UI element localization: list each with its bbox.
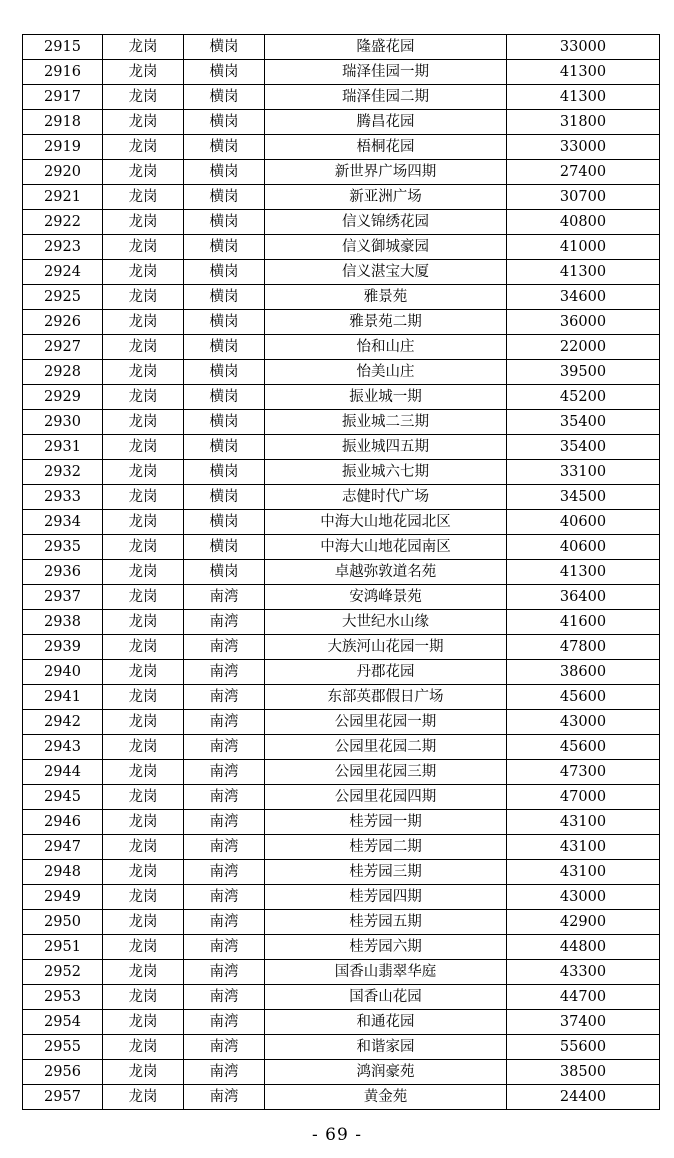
property-name-cell: 振业城一期 [265,385,507,410]
property-name-cell: 振业城四五期 [265,435,507,460]
row-number-cell: 2921 [23,185,103,210]
property-name-cell: 桂芳园四期 [265,885,507,910]
district-cell: 龙岗 [103,35,184,60]
property-name-cell: 腾昌花园 [265,110,507,135]
subdistrict-cell: 横岗 [184,535,265,560]
table-row [23,60,660,85]
district-cell: 龙岗 [103,785,184,810]
property-name-cell: 大世纪水山缘 [265,610,507,635]
subdistrict-cell: 横岗 [184,60,265,85]
row-number-cell: 2945 [23,785,103,810]
district-cell: 龙岗 [103,260,184,285]
table-body [23,35,660,1110]
subdistrict-cell: 横岗 [184,235,265,260]
district-cell: 龙岗 [103,335,184,360]
table-row [23,485,660,510]
table-row [23,985,660,1010]
row-number-cell: 2948 [23,860,103,885]
row-number-cell: 2942 [23,710,103,735]
table-row [23,435,660,460]
reference-price-cell: 31800 [507,110,660,135]
property-name-cell: 鸿润豪苑 [265,1060,507,1085]
row-number-cell: 2934 [23,510,103,535]
row-number-cell: 2937 [23,585,103,610]
property-name-cell: 桂芳园二期 [265,835,507,860]
table-row [23,610,660,635]
reference-price-cell: 33000 [507,35,660,60]
subdistrict-cell: 南湾 [184,885,265,910]
subdistrict-cell: 南湾 [184,960,265,985]
row-number-cell: 2956 [23,1060,103,1085]
reference-price-cell: 38600 [507,660,660,685]
district-cell: 龙岗 [103,660,184,685]
property-name-cell: 桂芳园五期 [265,910,507,935]
row-number-cell: 2951 [23,935,103,960]
row-number-cell: 2923 [23,235,103,260]
district-cell: 龙岗 [103,360,184,385]
subdistrict-cell: 横岗 [184,510,265,535]
district-cell: 龙岗 [103,735,184,760]
reference-price-cell: 43100 [507,860,660,885]
table-row [23,760,660,785]
reference-price-cell: 33100 [507,460,660,485]
reference-price-cell: 43000 [507,885,660,910]
reference-price-cell: 38500 [507,1060,660,1085]
property-name-cell: 公园里花园三期 [265,760,507,785]
property-name-cell: 桂芳园六期 [265,935,507,960]
district-cell: 龙岗 [103,85,184,110]
district-cell: 龙岗 [103,810,184,835]
property-name-cell: 桂芳园三期 [265,860,507,885]
subdistrict-cell: 南湾 [184,585,265,610]
reference-price-cell: 24400 [507,1085,660,1110]
table-row [23,1010,660,1035]
district-cell: 龙岗 [103,935,184,960]
property-name-cell: 公园里花园二期 [265,735,507,760]
subdistrict-cell: 横岗 [184,485,265,510]
property-name-cell: 公园里花园四期 [265,785,507,810]
row-number-cell: 2929 [23,385,103,410]
subdistrict-cell: 横岗 [184,285,265,310]
property-name-cell: 丹郡花园 [265,660,507,685]
table-row [23,360,660,385]
table-row [23,510,660,535]
subdistrict-cell: 南湾 [184,1010,265,1035]
reference-price-cell: 34500 [507,485,660,510]
table-row [23,535,660,560]
table-row [23,785,660,810]
property-name-cell: 黄金苑 [265,1085,507,1110]
row-number-cell: 2943 [23,735,103,760]
row-number-cell: 2935 [23,535,103,560]
reference-price-cell: 41300 [507,260,660,285]
district-cell: 龙岗 [103,185,184,210]
property-name-cell: 公园里花园一期 [265,710,507,735]
table-row [23,860,660,885]
table-row [23,335,660,360]
district-cell: 龙岗 [103,610,184,635]
district-cell: 龙岗 [103,385,184,410]
subdistrict-cell: 南湾 [184,1085,265,1110]
subdistrict-cell: 横岗 [184,335,265,360]
reference-price-cell: 43000 [507,710,660,735]
reference-price-cell: 45600 [507,735,660,760]
reference-price-cell: 37400 [507,1010,660,1035]
subdistrict-cell: 南湾 [184,1060,265,1085]
subdistrict-cell: 南湾 [184,810,265,835]
reference-price-cell: 41300 [507,560,660,585]
table-row [23,960,660,985]
reference-price-cell: 45600 [507,685,660,710]
reference-price-cell: 27400 [507,160,660,185]
subdistrict-cell: 南湾 [184,860,265,885]
row-number-cell: 2936 [23,560,103,585]
reference-price-cell: 40600 [507,535,660,560]
reference-price-cell: 47000 [507,785,660,810]
table-row [23,235,660,260]
subdistrict-cell: 南湾 [184,785,265,810]
district-cell: 龙岗 [103,1035,184,1060]
reference-price-cell: 44700 [507,985,660,1010]
table-row [23,935,660,960]
subdistrict-cell: 南湾 [184,760,265,785]
table-row [23,310,660,335]
reference-price-cell: 43100 [507,835,660,860]
subdistrict-cell: 横岗 [184,210,265,235]
table-row [23,810,660,835]
district-cell: 龙岗 [103,635,184,660]
property-name-cell: 志健时代广场 [265,485,507,510]
property-name-cell: 卓越弥敦道名苑 [265,560,507,585]
row-number-cell: 2926 [23,310,103,335]
reference-price-cell: 41300 [507,60,660,85]
district-cell: 龙岗 [103,135,184,160]
district-cell: 龙岗 [103,210,184,235]
row-number-cell: 2947 [23,835,103,860]
table-row [23,285,660,310]
subdistrict-cell: 横岗 [184,85,265,110]
district-cell: 龙岗 [103,510,184,535]
property-name-cell: 中海大山地花园北区 [265,510,507,535]
table-row [23,885,660,910]
district-cell: 龙岗 [103,1085,184,1110]
property-name-cell: 中海大山地花园南区 [265,535,507,560]
row-number-cell: 2954 [23,1010,103,1035]
district-cell: 龙岗 [103,1060,184,1085]
property-name-cell: 梧桐花园 [265,135,507,160]
row-number-cell: 2940 [23,660,103,685]
table-row [23,410,660,435]
table-row [23,660,660,685]
subdistrict-cell: 横岗 [184,310,265,335]
subdistrict-cell: 南湾 [184,610,265,635]
reference-price-cell: 40600 [507,510,660,535]
row-number-cell: 2931 [23,435,103,460]
property-name-cell: 大族河山花园一期 [265,635,507,660]
row-number-cell: 2944 [23,760,103,785]
table-row [23,135,660,160]
row-number-cell: 2916 [23,60,103,85]
table-row [23,735,660,760]
row-number-cell: 2924 [23,260,103,285]
row-number-cell: 2927 [23,335,103,360]
property-name-cell: 信义湛宝大厦 [265,260,507,285]
reference-price-cell: 41600 [507,610,660,635]
subdistrict-cell: 横岗 [184,185,265,210]
subdistrict-cell: 横岗 [184,435,265,460]
reference-price-cell: 47300 [507,760,660,785]
reference-price-cell: 44800 [507,935,660,960]
subdistrict-cell: 横岗 [184,160,265,185]
row-number-cell: 2957 [23,1085,103,1110]
subdistrict-cell: 南湾 [184,985,265,1010]
district-cell: 龙岗 [103,460,184,485]
table-row [23,1060,660,1085]
row-number-cell: 2915 [23,35,103,60]
district-cell: 龙岗 [103,835,184,860]
row-number-cell: 2925 [23,285,103,310]
district-cell: 龙岗 [103,710,184,735]
reference-price-cell: 55600 [507,1035,660,1060]
subdistrict-cell: 南湾 [184,835,265,860]
district-cell: 龙岗 [103,160,184,185]
district-cell: 龙岗 [103,410,184,435]
subdistrict-cell: 横岗 [184,560,265,585]
district-cell: 龙岗 [103,435,184,460]
subdistrict-cell: 南湾 [184,910,265,935]
reference-price-cell: 39500 [507,360,660,385]
property-name-cell: 隆盛花园 [265,35,507,60]
district-cell: 龙岗 [103,585,184,610]
property-name-cell: 振业城六七期 [265,460,507,485]
subdistrict-cell: 南湾 [184,635,265,660]
property-name-cell: 信义锦绣花园 [265,210,507,235]
reference-price-cell: 34600 [507,285,660,310]
reference-price-cell: 35400 [507,435,660,460]
table-row [23,910,660,935]
row-number-cell: 2946 [23,810,103,835]
district-cell: 龙岗 [103,285,184,310]
subdistrict-cell: 横岗 [184,110,265,135]
subdistrict-cell: 横岗 [184,385,265,410]
reference-price-cell: 41300 [507,85,660,110]
district-cell: 龙岗 [103,310,184,335]
subdistrict-cell: 横岗 [184,260,265,285]
property-name-cell: 瑞泽佳园一期 [265,60,507,85]
table-row [23,685,660,710]
table-row [23,460,660,485]
reference-price-cell: 43100 [507,810,660,835]
reference-price-cell: 33000 [507,135,660,160]
property-name-cell: 桂芳园一期 [265,810,507,835]
table-row [23,160,660,185]
reference-price-cell: 47800 [507,635,660,660]
row-number-cell: 2918 [23,110,103,135]
property-name-cell: 安鸿峰景苑 [265,585,507,610]
subdistrict-cell: 南湾 [184,735,265,760]
price-table [22,34,660,1110]
table-row [23,185,660,210]
subdistrict-cell: 南湾 [184,710,265,735]
subdistrict-cell: 横岗 [184,360,265,385]
row-number-cell: 2930 [23,410,103,435]
row-number-cell: 2952 [23,960,103,985]
reference-price-cell: 30700 [507,185,660,210]
district-cell: 龙岗 [103,1010,184,1035]
table-row [23,210,660,235]
property-name-cell: 东部英郡假日广场 [265,685,507,710]
table-row [23,710,660,735]
row-number-cell: 2950 [23,910,103,935]
table-row [23,35,660,60]
table-row [23,560,660,585]
property-name-cell: 振业城二三期 [265,410,507,435]
reference-price-cell: 36000 [507,310,660,335]
district-cell: 龙岗 [103,960,184,985]
district-cell: 龙岗 [103,535,184,560]
district-cell: 龙岗 [103,485,184,510]
table-row [23,1085,660,1110]
subdistrict-cell: 南湾 [184,660,265,685]
row-number-cell: 2941 [23,685,103,710]
property-name-cell: 雅景苑 [265,285,507,310]
page-number: - 69 - [312,1125,362,1145]
row-number-cell: 2938 [23,610,103,635]
row-number-cell: 2955 [23,1035,103,1060]
table-row [23,835,660,860]
property-name-cell: 新世界广场四期 [265,160,507,185]
reference-price-cell: 42900 [507,910,660,935]
district-cell: 龙岗 [103,985,184,1010]
subdistrict-cell: 横岗 [184,135,265,160]
property-name-cell: 瑞泽佳园二期 [265,85,507,110]
row-number-cell: 2922 [23,210,103,235]
property-name-cell: 和通花园 [265,1010,507,1035]
row-number-cell: 2939 [23,635,103,660]
subdistrict-cell: 南湾 [184,685,265,710]
row-number-cell: 2917 [23,85,103,110]
district-cell: 龙岗 [103,60,184,85]
district-cell: 龙岗 [103,235,184,260]
subdistrict-cell: 南湾 [184,935,265,960]
row-number-cell: 2953 [23,985,103,1010]
property-name-cell: 国香山花园 [265,985,507,1010]
row-number-cell: 2932 [23,460,103,485]
property-name-cell: 信义御城豪园 [265,235,507,260]
reference-price-cell: 45200 [507,385,660,410]
district-cell: 龙岗 [103,685,184,710]
reference-price-cell: 41000 [507,235,660,260]
property-name-cell: 国香山翡翠华庭 [265,960,507,985]
district-cell: 龙岗 [103,860,184,885]
district-cell: 龙岗 [103,110,184,135]
reference-price-cell: 36400 [507,585,660,610]
property-name-cell: 新亚洲广场 [265,185,507,210]
table-row [23,585,660,610]
district-cell: 龙岗 [103,560,184,585]
table-row [23,110,660,135]
subdistrict-cell: 南湾 [184,1035,265,1060]
row-number-cell: 2933 [23,485,103,510]
row-number-cell: 2928 [23,360,103,385]
row-number-cell: 2919 [23,135,103,160]
reference-price-cell: 35400 [507,410,660,435]
property-name-cell: 雅景苑二期 [265,310,507,335]
row-number-cell: 2920 [23,160,103,185]
table-row [23,385,660,410]
subdistrict-cell: 横岗 [184,35,265,60]
property-name-cell: 怡和山庄 [265,335,507,360]
table-row [23,85,660,110]
subdistrict-cell: 横岗 [184,410,265,435]
reference-price-cell: 22000 [507,335,660,360]
row-number-cell: 2949 [23,885,103,910]
table-row [23,1035,660,1060]
table-row [23,260,660,285]
reference-price-cell: 40800 [507,210,660,235]
table-row [23,635,660,660]
district-cell: 龙岗 [103,910,184,935]
property-name-cell: 和谐家园 [265,1035,507,1060]
subdistrict-cell: 横岗 [184,460,265,485]
district-cell: 龙岗 [103,760,184,785]
reference-price-cell: 43300 [507,960,660,985]
property-name-cell: 怡美山庄 [265,360,507,385]
district-cell: 龙岗 [103,885,184,910]
